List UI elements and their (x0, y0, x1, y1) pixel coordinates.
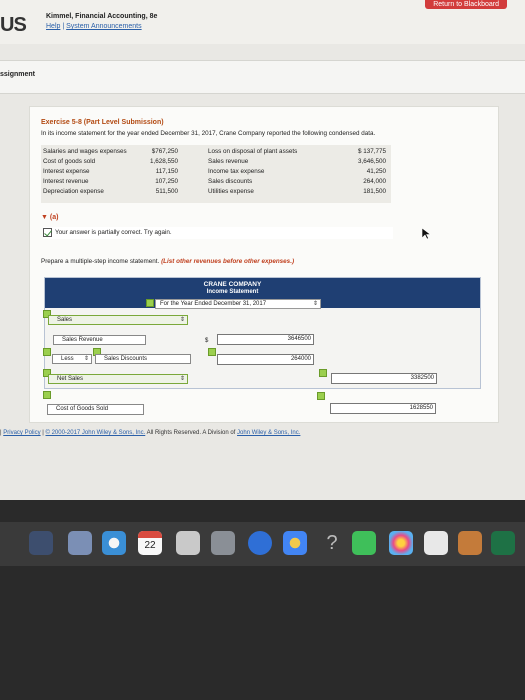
wiley-link[interactable]: John Wiley & Sons, Inc. (237, 430, 301, 436)
data-value: $767,250 (151, 148, 178, 155)
footer-sep: | (42, 430, 44, 436)
statement-subtitle: Income Statement (206, 289, 259, 295)
data-value: 511,500 (155, 188, 178, 195)
part-a-toggle[interactable] (41, 214, 58, 221)
reminders-icon[interactable] (176, 531, 200, 555)
system-announcements-link[interactable]: System Announcements (66, 23, 142, 30)
assignment-title: ssignment (0, 71, 36, 78)
footer-sep: | (0, 430, 2, 436)
net-sales-amount[interactable]: 3382500 (331, 373, 437, 384)
company-name: CRANE COMPANY (203, 281, 262, 288)
less-label: Less (61, 356, 74, 362)
income-statement-form (44, 277, 481, 389)
rights-text: All Rights Reserved. A Division of (146, 430, 236, 436)
less-select[interactable] (52, 354, 92, 364)
excel-icon[interactable] (491, 531, 515, 555)
feedback-text: Your answer is partially correct. Try again. (55, 229, 172, 236)
privacy-policy-link[interactable]: Privacy Policy (3, 430, 41, 436)
data-value: 181,500 (363, 188, 386, 195)
cogs-select[interactable] (47, 404, 144, 415)
net-sales-select[interactable] (48, 374, 188, 384)
select-arrows-icon: ⇕ (312, 301, 318, 307)
dollar-sign: $ (205, 338, 209, 344)
correct-check-icon (208, 348, 216, 356)
help-link[interactable]: Help (46, 23, 61, 30)
logo: US (0, 14, 26, 36)
cursor-icon (422, 228, 431, 240)
partial-check-icon (43, 228, 52, 237)
data-label: Depreciation expense (43, 188, 104, 195)
instructions (41, 258, 294, 265)
net-sales-value: Net Sales (57, 376, 84, 382)
chrome-icon[interactable] (283, 531, 307, 555)
exercise-description: In its income statement for the year ended December 31, 2017, Crane Company reported the following condensed data. (41, 130, 376, 137)
course-links: Help | System Announcements (46, 23, 142, 30)
data-value: $ 137,775 (357, 148, 386, 155)
sales-discounts-select[interactable] (95, 354, 191, 364)
cogs-amount[interactable]: 1628550 (330, 403, 436, 414)
data-label: Interest expense (43, 168, 90, 175)
correct-check-icon (43, 391, 51, 399)
calendar-icon[interactable] (138, 531, 162, 555)
triangle-down-icon: ▼ (41, 214, 48, 221)
page-footer (0, 430, 300, 436)
sales-discounts-amount[interactable]: 264000 (217, 354, 314, 365)
course-title: Kimmel, Financial Accounting, 8e (46, 13, 158, 20)
safari-icon[interactable] (102, 531, 126, 555)
data-value: 41,250 (366, 168, 386, 175)
calendar-header (138, 531, 162, 538)
keynote-icon[interactable] (424, 531, 448, 555)
cogs-label: Cost of Goods Sold (56, 406, 109, 412)
data-value: 264,000 (363, 178, 386, 185)
data-label: Cost of goods sold (43, 158, 96, 165)
copyright-link[interactable]: © 2000-2017 John Wiley & Sons, Inc. (45, 430, 146, 436)
condensed-data-table (41, 145, 391, 203)
correct-check-icon (146, 299, 154, 307)
select-arrows-icon: ⇕ (83, 356, 89, 362)
return-to-blackboard-button[interactable]: Return to Blackboard (425, 0, 507, 9)
help-glyph: ? (326, 532, 338, 554)
data-label: Interest revenue (43, 178, 89, 185)
ibooks-icon[interactable] (458, 531, 482, 555)
sales-revenue-select[interactable] (53, 335, 146, 345)
select-arrows-icon: ⇕ (179, 317, 185, 323)
period-value: For the Year Ended December 31, 2017 (160, 301, 267, 307)
sales-select[interactable] (48, 315, 188, 325)
calendar-day: 22 (144, 540, 156, 551)
data-label: Utilities expense (208, 188, 254, 195)
sales-discounts-label: Sales Discounts (104, 356, 148, 362)
data-label: Loss on disposal of plant assets (208, 148, 298, 155)
help-icon[interactable] (320, 531, 344, 555)
feedback-box (43, 227, 393, 239)
sales-revenue-amount[interactable]: 3646500 (217, 334, 314, 345)
correct-check-icon (317, 392, 325, 400)
statement-header (45, 278, 480, 308)
data-value: 3,646,500 (357, 158, 386, 165)
period-select[interactable] (155, 299, 321, 309)
preview-icon[interactable] (68, 531, 92, 555)
messages-icon[interactable] (248, 531, 272, 555)
facetime-icon[interactable] (352, 531, 376, 555)
instruction-note: (List other revenues before other expenses.) (161, 258, 295, 265)
part-label: (a) (49, 214, 59, 221)
photos-icon[interactable] (389, 531, 413, 555)
sales-select-value: Sales (57, 317, 73, 323)
select-arrows-icon: ⇕ (179, 376, 185, 382)
exercise-title: Exercise 5-8 (Part Level Submission) (41, 119, 164, 126)
photo-booth-icon[interactable] (211, 531, 235, 555)
data-label: Sales discounts (208, 178, 253, 185)
data-label: Salaries and wages expenses (43, 148, 127, 155)
data-label: Income tax expense (208, 168, 265, 175)
exercise-panel (29, 106, 499, 423)
sales-revenue-label: Sales Revenue (62, 337, 103, 343)
instruction-text: Prepare a multiple-step income statement. (41, 258, 160, 265)
course-header (0, 0, 525, 44)
data-value: 117,150 (155, 168, 178, 175)
assignment-bar (0, 60, 525, 94)
data-value: 107,250 (155, 178, 178, 185)
data-label: Sales revenue (208, 158, 249, 165)
correct-check-icon (319, 369, 327, 377)
launchpad-icon[interactable] (29, 531, 53, 555)
data-value: 1,628,550 (149, 158, 178, 165)
macos-dock (0, 522, 525, 566)
correct-check-icon (43, 348, 51, 356)
